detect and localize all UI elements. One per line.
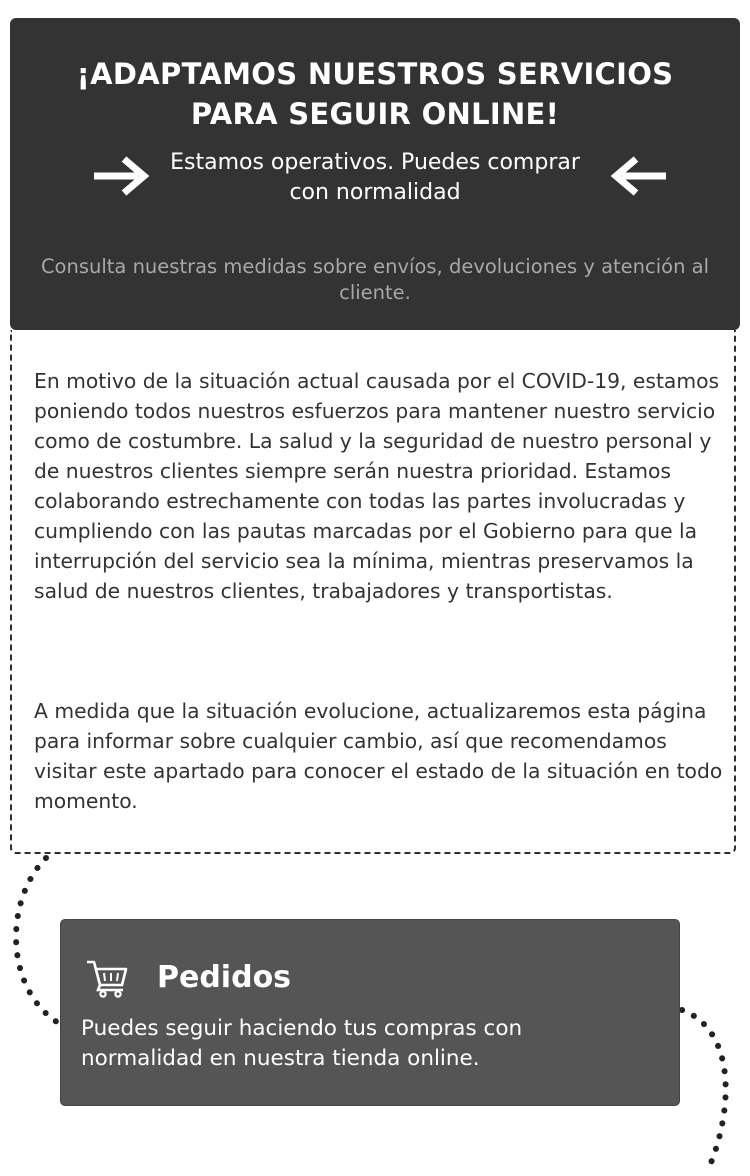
shopping-cart-icon (85, 958, 129, 1002)
orders-text: Puedes seguir haciendo tus compras con normalidad en nuestra tienda online. (81, 1016, 523, 1071)
orders-card (60, 919, 680, 1106)
orders-title: Pedidos (157, 960, 292, 995)
banner-title: ¡ADAPTAMOS NUESTROS SERVICIOS PARA SEGUIR ONLINE! (76, 57, 674, 131)
info-paragraph-1: En motivo de la situación actual causada por el COVID-19, estamos poniendo todos nuestros esfuerzos para mantener nuestro servicio como de costumbre. La salud y la seguridad de nuestro personal y de nuestros clientes siempre serán nuestra prioridad. Estamos colaborando estrechamente con todas las partes involucradas y cumpliendo con las pautas marcadas por el Gobierno para que la interrupción del servicio sea la mínima, mientras preservamos la salud de nuestros clientes, trabajadores y transportistas. (34, 369, 720, 603)
info-paragraph-2: A medida que la situación evolucione, actualizaremos esta página para informar sobre cualquier cambio, así que recomendamos visitar este apartado para conocer el estado de la situación en todo momento. (34, 699, 723, 813)
banner-note: Consulta nuestras medidas sobre envíos, devoluciones y atención al cliente. (40, 255, 710, 304)
banner-subtitle: Estamos operativos. Puedes comprar con normalidad (170, 150, 580, 205)
